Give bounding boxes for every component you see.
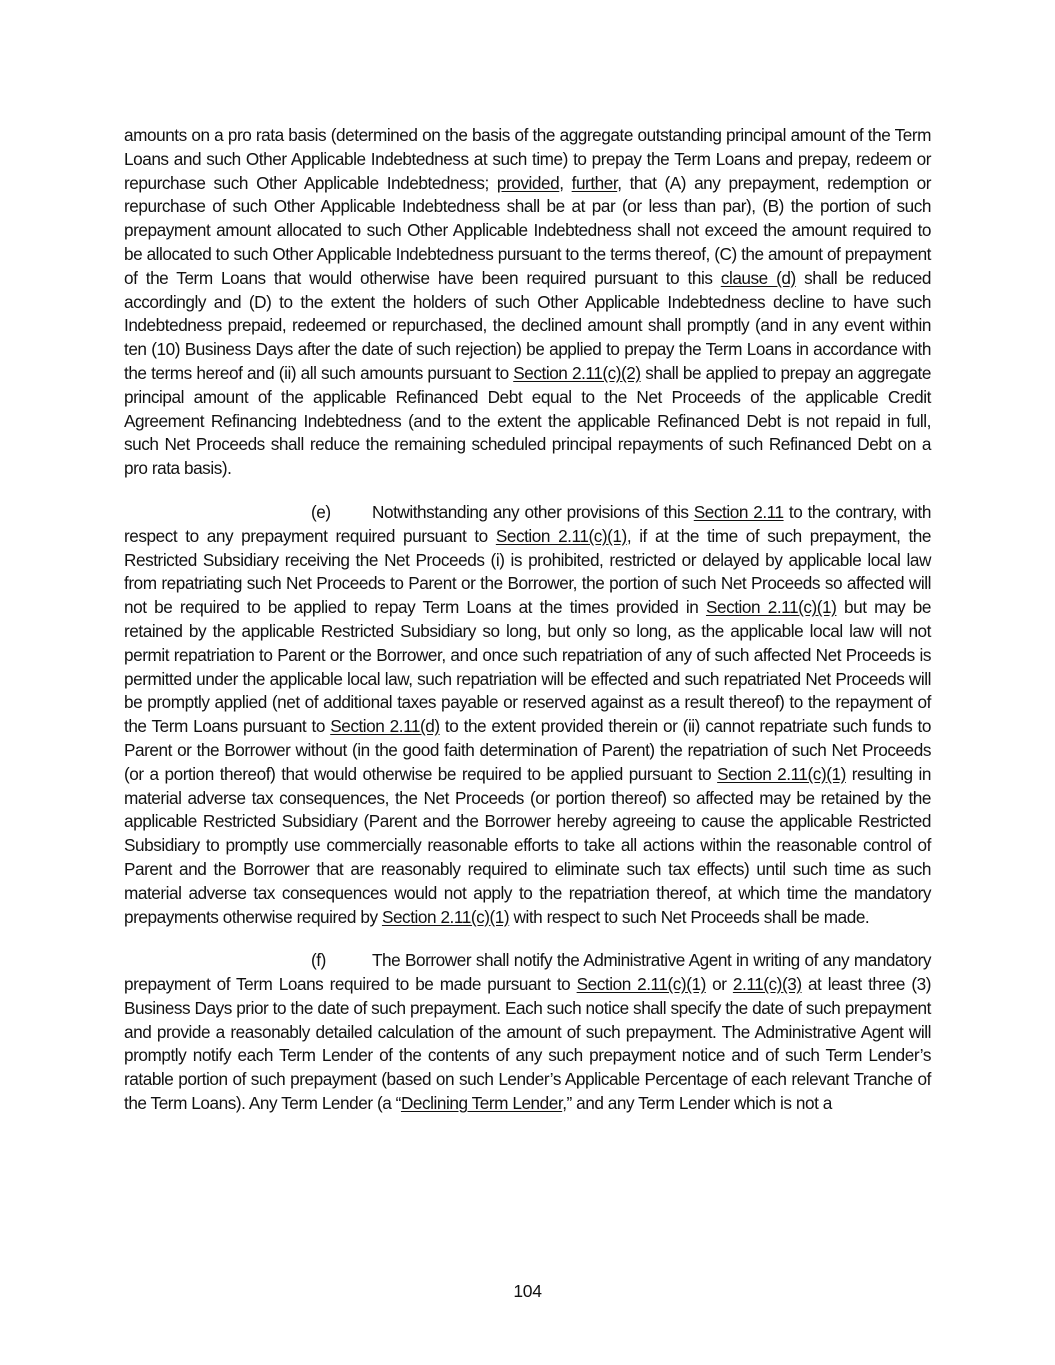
text-run: at least three (3) Business Days prior to the date of such prepayment. Each such notice shall specify the date of such prepayment and provide a reasonably detailed calculation of the amount of such prepayment. The Administrative Agent will promptly notify each Term Lender of the contents of any such prepayment notice and of such Term Lender’s ratable portion of such prepayment (based on such Lender’s Applicable Percentage of each relevant Tranche of the Term Loans). Any Term Lender (a “ xyxy=(124,974,931,1114)
paragraph-d-continued xyxy=(124,124,931,481)
cross-reference-section-2-11-c-3: 2.11(c)(3) xyxy=(732,974,802,995)
text-run: but may be retained by the applicable Restricted Subsidiary so long, but only so long, as the applicable local law will not permit repatriation to Parent or the Borrower, and once such repatriation of any of such affected Net Proceeds is permitted under the applicable local law, such repatriation will be effected and such repatriated Net Proceeds will be promptly applied (net of additional taxes payable or reserved against as a result thereof) to the repayment of the Term Loans pursuant to xyxy=(124,597,931,737)
text-run: amounts on a pro rata basis (determined on the basis of the aggregate outstanding principal amount of the Term Loans and such Other Applicable Indebtedness at such time) to prepay the Term Loans and prepay, redeem or repurchase such Other Applicable Indebtedness; xyxy=(124,125,931,193)
cross-reference-clause-d: clause (d) xyxy=(720,267,796,288)
defined-term-further: further xyxy=(571,172,618,193)
cross-reference-section-2-11-c-1: Section 2.11(c)(1) xyxy=(381,906,510,927)
page-number: 104 xyxy=(513,1281,542,1301)
cross-reference-section-2-11-c-1: Section 2.11(c)(1) xyxy=(576,974,706,995)
cross-reference-section-2-11-c-1: Section 2.11(c)(1) xyxy=(717,763,846,784)
text-run: or xyxy=(705,974,733,995)
text-run: The Borrower shall notify the Administrative Agent in writing of any mandatory prepayment of Term Loans required to be made pursuant to xyxy=(124,950,931,995)
cross-reference-section-2-11-c-2: Section 2.11(c)(2) xyxy=(513,362,641,383)
cross-reference-section-2-11-d: Section 2.11(d) xyxy=(330,716,440,737)
paragraph-f xyxy=(124,949,931,1116)
paragraph-label-e: (e) xyxy=(311,501,331,522)
text-run: to the contrary, with respect to any prepayment required pursuant to xyxy=(124,501,931,546)
text-run: , if at the time of such prepayment, the Restricted Subsidiary receiving the Net Proceeds (i) is prohibited, restricted or delayed by applicable local law from repatriating such Net Proceeds to Parent or the Borrower, the portion of such Net Proceeds so affected will not be required to be applied to repay Term Loans at the times provided in xyxy=(124,525,931,618)
text-run: shall be applied to prepay an aggregate principal amount of the applicable Refinanced Debt equal to the Net Proceeds of the applicable Credit Agreement Refinancing Indebtedness (and to the extent the applicable Refinanced Debt is not repaid in full, such Net Proceeds shall reduce the remaining scheduled principal repayments of such Refinanced Debt on a pro rata basis). xyxy=(124,362,931,479)
text-run: to the extent provided therein or (ii) cannot repatriate such funds to Parent or the Borrower without (in the good faith determination of Parent) the repatriation of such Net Proceeds (or a portion thereof) that would otherwise be required to be applied pursuant to xyxy=(124,716,931,784)
document-page xyxy=(124,124,931,1116)
text-run: with respect to such Net Proceeds shall be made. xyxy=(509,906,870,927)
text-run: shall be reduced accordingly and (D) to the extent the holders of such Other Applicable Indebtedness decline to have such Indebtedness prepaid, redeemed or repurchased, the declined amount shall promptly (and in any event within ten (10) Business Days after the date of such rejection) be applied to prepay the Term Loans in accordance with the terms hereof and (ii) all such amounts pursuant to xyxy=(124,267,932,383)
text-run: , that (A) any prepayment, redemption or repurchase of such Other Applicable Indebtedness shall be at par (or less than par), (B) the portion of such prepayment amount allocated to such Other Applicable Indebtedness shall not exceed the amount required to be allocated to such Other Applicable Indebtedness pursuant to the terms thereof, (C) the amount of prepayment of the Term Loans that would otherwise have been required pursuant to this xyxy=(124,172,931,288)
paragraph-e xyxy=(124,501,931,929)
text-run: Notwithstanding any other provisions of this xyxy=(372,501,694,522)
text-run: , xyxy=(559,172,572,193)
cross-reference-section-2-11: Section 2.11 xyxy=(693,501,784,522)
text-run: resulting in material adverse tax consequences, the Net Proceeds (or portion thereof) so affected may be retained by the applicable Restricted Subsidiary (Parent and the Borrower hereby agreeing to cause the applicable Restricted Subsidiary to promptly use commercially reasonable efforts to take all actions within the reasonable control of Parent and the Borrower that are reasonably required to eliminate such tax effects) until such time as such material adverse tax consequences would not apply to the repatriation thereof, at which time the mandatory prepayments otherwise required by xyxy=(124,763,931,927)
paragraph-label-f: (f) xyxy=(311,950,326,971)
cross-reference-section-2-11-c-1: Section 2.11(c)(1) xyxy=(495,525,627,546)
cross-reference-section-2-11-c-1: Section 2.11(c)(1) xyxy=(705,597,837,618)
defined-term-provided: provided xyxy=(496,172,560,193)
defined-term-declining-term-lender: Declining Term Lender xyxy=(400,1093,563,1114)
text-run: ,” and any Term Lender which is not a xyxy=(562,1093,832,1114)
